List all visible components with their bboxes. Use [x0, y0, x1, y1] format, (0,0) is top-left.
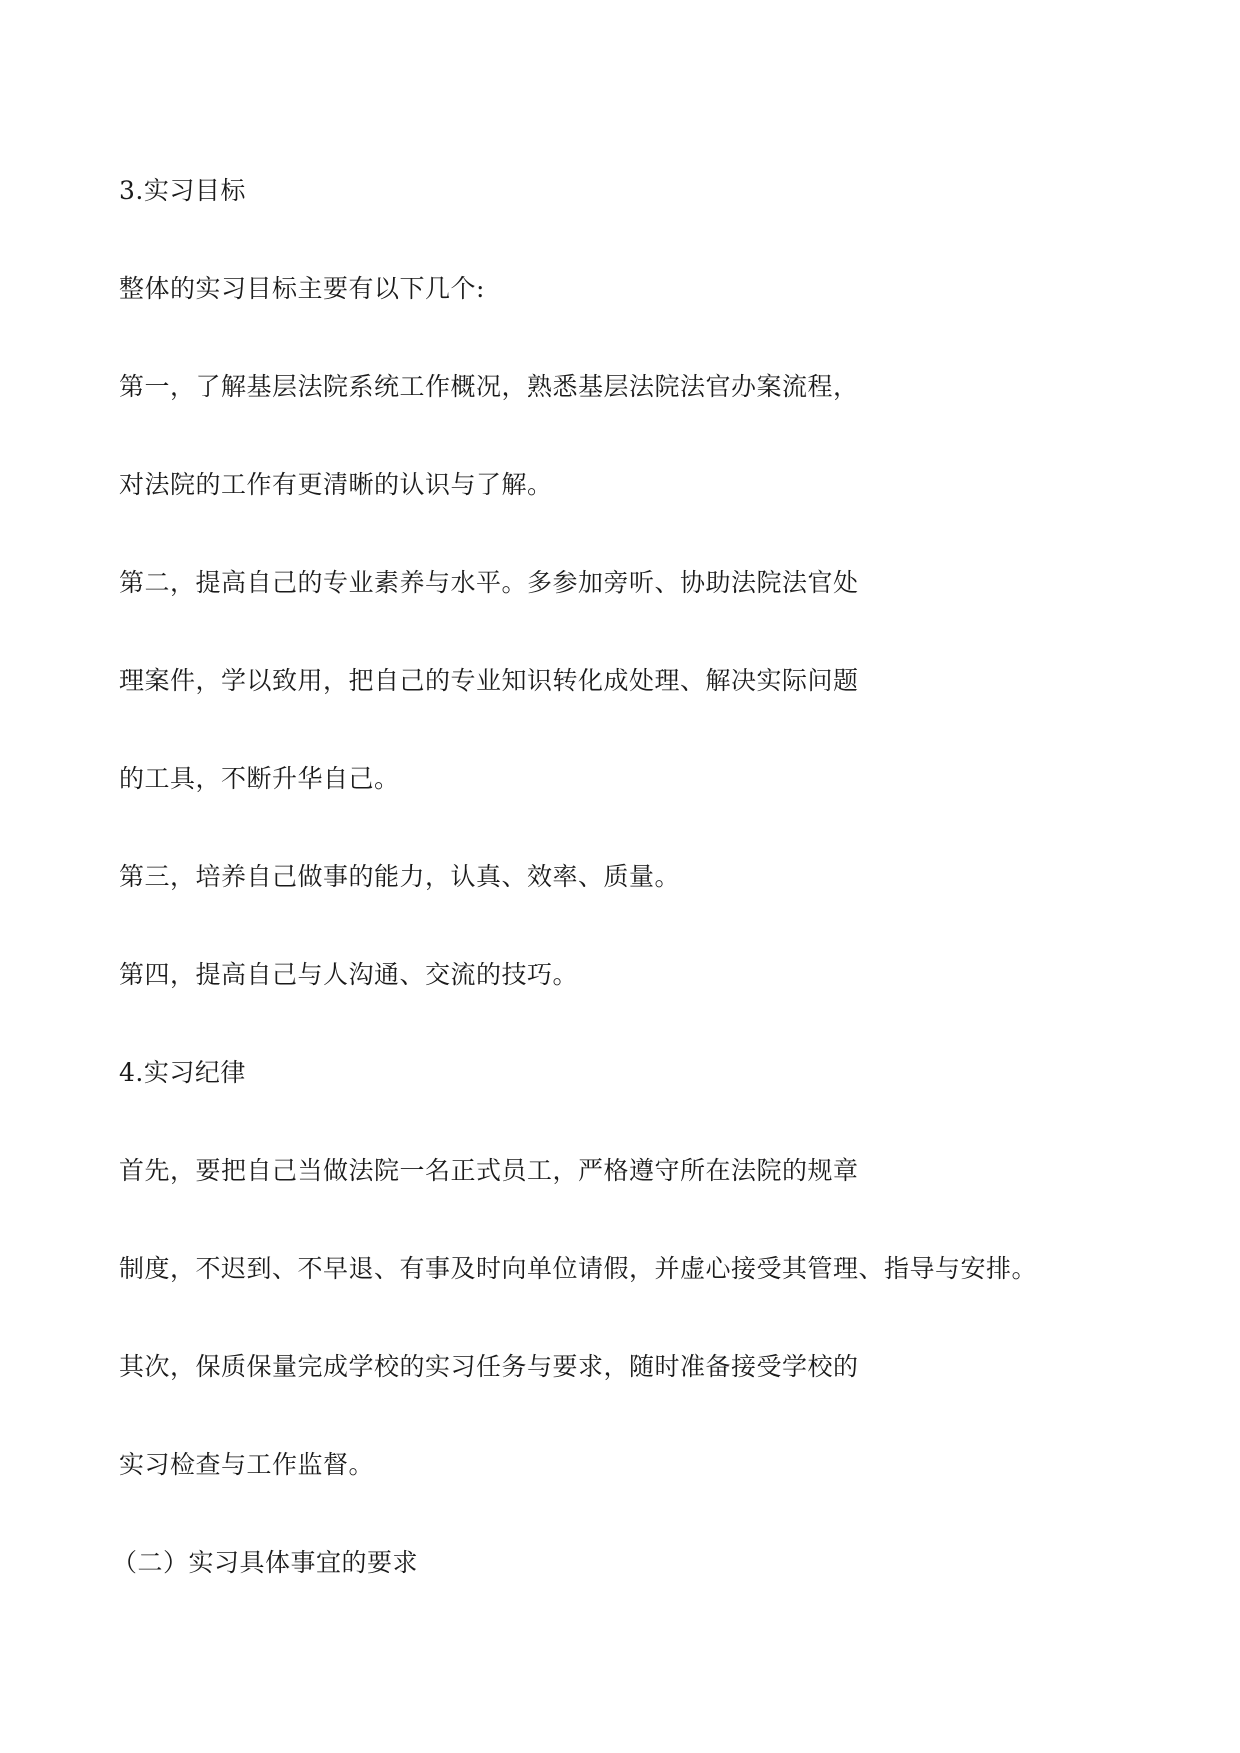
paragraph-line: 对法院的工作有更清晰的认识与了解。: [119, 470, 553, 499]
paragraph-line: 首先，要把自己当做法院一名正式员工，严格遵守所在法院的规章: [119, 1156, 859, 1185]
section-heading-specific-requirements: （二）实习具体事宜的要求: [112, 1548, 419, 1577]
section-heading-internship-goals: 3.实习目标: [119, 176, 246, 205]
section-heading-internship-discipline: 4.实习纪律: [119, 1058, 246, 1087]
paragraph-line: 第一，了解基层法院系统工作概况，熟悉基层法院法官办案流程，: [119, 372, 859, 401]
paragraph-line: 其次，保质保量完成学校的实习任务与要求，随时准备接受学校的: [119, 1352, 859, 1381]
paragraph-line: 第二，提高自己的专业素养与水平。多参加旁听、协助法院法官处: [119, 568, 859, 597]
paragraph-line: 整体的实习目标主要有以下几个:: [119, 274, 485, 303]
paragraph-line: 理案件，学以致用，把自己的专业知识转化成处理、解决实际问题: [119, 666, 859, 695]
paragraph-line: 第三，培养自己做事的能力，认真、效率、质量。: [119, 862, 681, 891]
paragraph-line: 第四，提高自己与人沟通、交流的技巧。: [119, 960, 579, 989]
paragraph-line: 的工具，不断升华自己。: [119, 764, 400, 793]
paragraph-line: 实习检查与工作监督。: [119, 1450, 375, 1479]
paragraph-line: 制度，不迟到、不早退、有事及时向单位请假，并虚心接受其管理、指导与安排。: [119, 1254, 1038, 1283]
